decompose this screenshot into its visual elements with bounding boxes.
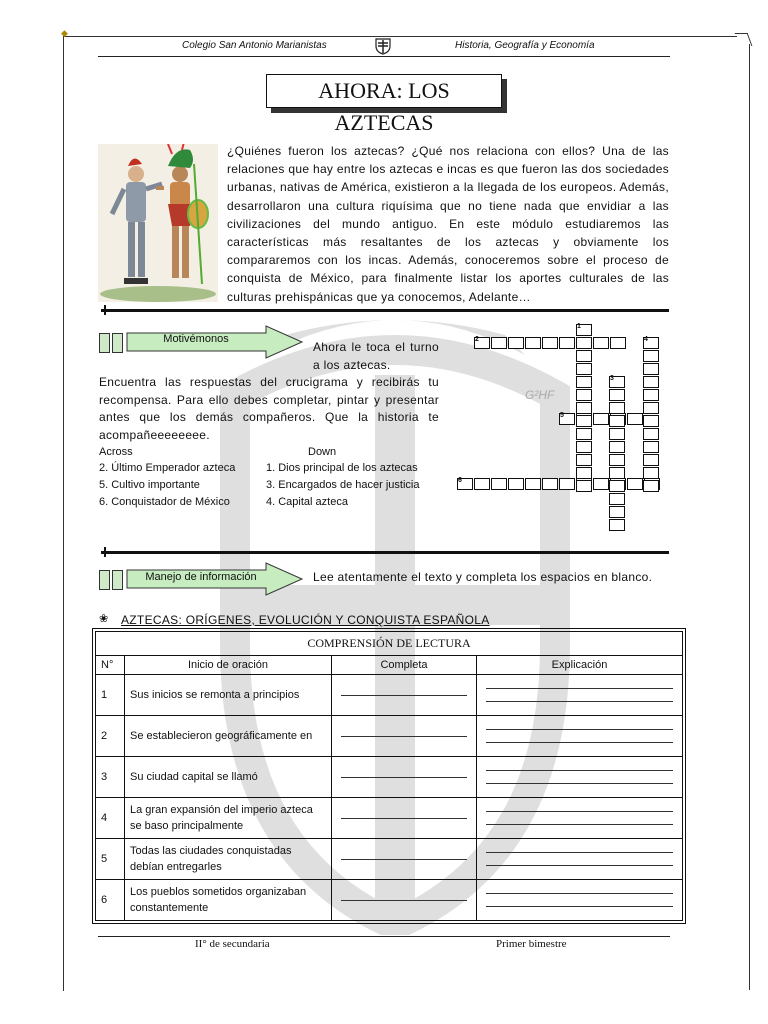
table-row (96, 880, 683, 921)
intro-paragraph: ¿Quiénes fueron los aztecas? ¿Qué nos relaciona con ellos? Una de las relaciones que hay entre los aztecas e incas es que fueron las dos sociedades urbanas, nativas de América, existieron a la llegada de los europeos. Además, desarrollaron una cultura riquísima que no tiene nada que envidiar a las civilizaciones del mundo antiguo. En este módulo estudiaremos las características más resaltantes de los aztecas y obviamente los compararemos con los incas. Además, conoceremos sobre el proceso de conquista de México, para finalmente listar los aportes culturales de las culturas prehispánicas que ya conocemos, Adelante… (227, 144, 669, 304)
crossword-cell[interactable] (593, 478, 609, 490)
comprehension-table (95, 631, 683, 921)
crossword-cell[interactable] (609, 506, 625, 518)
sentence-start: Los pueblos sometidos organizaban constantemente (125, 880, 332, 921)
crossword-cell[interactable] (627, 478, 643, 490)
explanation-blank[interactable] (477, 757, 683, 798)
crossword-cell[interactable] (609, 441, 625, 453)
complete-blank[interactable] (332, 880, 477, 921)
table-header: N° (96, 656, 125, 675)
crossword-cell[interactable] (643, 402, 659, 414)
crossword-number: 6 (458, 477, 462, 484)
table-row (96, 798, 683, 839)
crossword-cell[interactable] (542, 478, 558, 490)
crossword-cell[interactable] (643, 363, 659, 375)
crossword-cell[interactable] (576, 350, 592, 362)
crossword-cell[interactable] (643, 480, 659, 492)
crossword-number: 5 (560, 412, 564, 419)
crossword-cell[interactable] (609, 480, 625, 492)
crossword-number: 3 (610, 375, 614, 382)
crossword-cell[interactable] (609, 402, 625, 414)
explanation-blank[interactable] (477, 675, 683, 716)
manejo-label: Manejo de información (145, 571, 257, 583)
crossword-cell[interactable] (643, 415, 659, 427)
table-header: Explicación (477, 656, 683, 675)
across-label: Across (99, 446, 133, 458)
crossword-cell[interactable] (609, 467, 625, 479)
sentence-start: Sus inicios se remonta a principios (125, 675, 332, 716)
crossword-cell[interactable] (576, 480, 592, 492)
crossword-cell[interactable] (576, 454, 592, 466)
section-divider (101, 551, 669, 554)
crossword-cell[interactable] (576, 441, 592, 453)
down-clue: 3. Encargados de hacer justicia (266, 479, 420, 491)
crossword-cell[interactable] (474, 478, 490, 490)
crossword-cell[interactable] (525, 478, 541, 490)
banner-square (99, 570, 110, 590)
table-row (96, 716, 683, 757)
crossword-cell[interactable] (576, 389, 592, 401)
row-number: 5 (96, 839, 125, 880)
crossword-cell[interactable] (593, 337, 609, 349)
banner-square (112, 570, 123, 590)
crossword-cell[interactable] (643, 454, 659, 466)
crossword-cell[interactable] (643, 376, 659, 388)
explanation-blank[interactable] (477, 798, 683, 839)
explanation-blank[interactable] (477, 716, 683, 757)
crossword-cell[interactable] (643, 389, 659, 401)
watermark-initials: G²HF (525, 388, 555, 402)
crossword-cell[interactable] (609, 519, 625, 531)
crossword-cell[interactable] (491, 478, 507, 490)
down-label: Down (308, 446, 337, 458)
footer-grade: II° de secundaria (195, 938, 270, 950)
crossword-cell[interactable] (491, 337, 507, 349)
crossword-number: 1 (577, 323, 581, 330)
complete-blank[interactable] (332, 675, 477, 716)
row-number: 4 (96, 798, 125, 839)
crossword-number: 2 (475, 336, 479, 343)
across-clue: 2. Último Emperador azteca (99, 462, 236, 474)
down-clue: 1. Dios principal de los aztecas (266, 462, 418, 474)
crossword-cell[interactable] (643, 467, 659, 479)
crossword-cell[interactable] (559, 478, 575, 490)
complete-blank[interactable] (332, 716, 477, 757)
footer-divider (98, 936, 670, 937)
sentence-start: Su ciudad capital se llamó (125, 757, 332, 798)
across-clue: 6. Conquistador de México (99, 496, 230, 508)
table-row (96, 675, 683, 716)
section1-instructions: Encuentra las respuestas del crucigrama y recibirás tu recompensa. Para ello debes completar, pintar y presentar antes que los demás compañeros. Que la historia te acompañeeeeeeee. (99, 375, 439, 442)
motivemonos-label: Motivémonos (163, 333, 229, 345)
header-subject: Historia, Geografía y Economía (455, 40, 595, 51)
footer-term: Primer bimestre (496, 938, 567, 950)
table-row (96, 757, 683, 798)
table-header: Completa (332, 656, 477, 675)
explanation-blank[interactable] (477, 880, 683, 921)
pin-icon: ◆ (61, 28, 68, 38)
crossword-cell[interactable] (627, 413, 643, 425)
crossword-cell[interactable] (508, 478, 524, 490)
table-caption: COMPRENSIÓN DE LECTURA (96, 632, 683, 656)
section2-heading: AZTECAS: ORÍGENES, EVOLUCIÓN Y CONQUISTA ESPAÑOLA (121, 613, 490, 627)
crossword-cell[interactable] (643, 350, 659, 362)
complete-blank[interactable] (332, 798, 477, 839)
complete-blank[interactable] (332, 757, 477, 798)
row-number: 3 (96, 757, 125, 798)
sentence-start: Se establecieron geográficamente en (125, 716, 332, 757)
fleur-icon: ❀ (99, 613, 109, 625)
row-number: 6 (96, 880, 125, 921)
crossword-cell[interactable] (609, 415, 625, 427)
crossword-cell[interactable] (576, 428, 592, 440)
crossword-cell[interactable] (609, 389, 625, 401)
crossword-cell[interactable] (576, 415, 592, 427)
crossword-cell[interactable] (643, 441, 659, 453)
crossword-cell[interactable] (542, 337, 558, 349)
complete-blank[interactable] (332, 839, 477, 880)
sentence-start: La gran expansión del imperio azteca se baso principalmente (125, 798, 332, 839)
across-clue: 5. Cultivo importante (99, 479, 200, 491)
section1-lead: Ahora le toca el turno a los aztecas. (313, 340, 439, 372)
row-number: 1 (96, 675, 125, 716)
crossword-cell[interactable] (576, 363, 592, 375)
crossword-cell[interactable] (576, 376, 592, 388)
crossword-cell[interactable] (610, 337, 626, 349)
crossword-cell[interactable] (525, 337, 541, 349)
crossword-cell[interactable] (508, 337, 524, 349)
crossword-cell[interactable] (643, 428, 659, 440)
crossword-cell[interactable] (609, 493, 625, 505)
crossword-number: 4 (644, 336, 648, 343)
crossword-cell[interactable] (609, 428, 625, 440)
header-school: Colegio San Antonio Marianistas (182, 40, 327, 51)
table-row (96, 839, 683, 880)
page-title: AHORA: LOS AZTECAS (266, 74, 502, 108)
row-number: 2 (96, 716, 125, 757)
section2-instruction: Lee atentamente el texto y completa los espacios en blanco. (313, 570, 653, 584)
down-clue: 4. Capital azteca (266, 496, 348, 508)
crossword-cell[interactable] (593, 413, 609, 425)
crossword-cell[interactable] (576, 402, 592, 414)
crossword-cell[interactable] (576, 337, 592, 349)
crossword-cell[interactable] (609, 454, 625, 466)
divider-tick (104, 547, 106, 557)
explanation-blank[interactable] (477, 839, 683, 880)
table-header: Inicio de oración (125, 656, 332, 675)
crossword-cell[interactable] (559, 337, 575, 349)
sentence-start: Todas las ciudades conquistadas debían entregarles (125, 839, 332, 880)
crossword-cell[interactable] (576, 467, 592, 479)
